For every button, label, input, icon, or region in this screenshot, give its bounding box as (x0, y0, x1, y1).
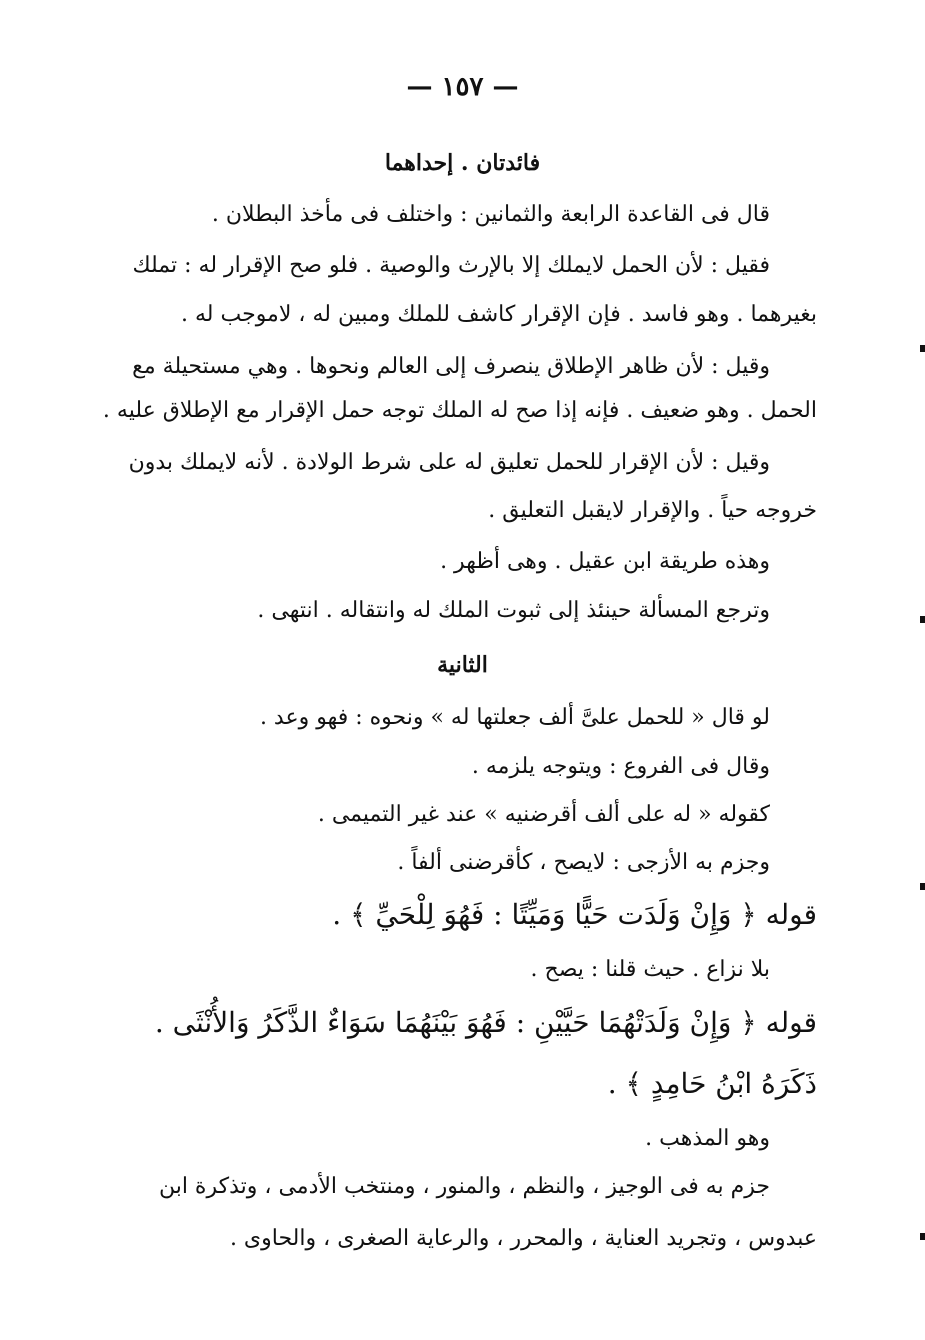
text-line: بلا نزاع . حيث قلنا : يصح . (530, 957, 770, 982)
page-number: — ١٥٧ — (406, 72, 519, 102)
text-line: قال فى القاعدة الرابعة والثمانين : واختلف فى مأخذ البطلان . (211, 202, 770, 227)
quoted-text-line: قوله ﴿ وَإِنْ وَلَدَتْهُمَا حَيَّيْنِ : فَهُوَ بَيْنَهُمَا سَوَاءٌ الذَّكَرُ وَالأُنْثَى . (154, 1006, 817, 1039)
text-line: بغيرهما . وهو فاسد . فإن الإقرار كاشف للملك ومبين له ، لاموجب له . (181, 302, 817, 327)
text-line: جزم به فى الوجيز ، والنظم ، والمنور ، ومنتخب الأدمى ، وتذكرة ابن (158, 1174, 770, 1199)
text-line: الحمل . وهو ضعيف . فإنه إذا صح له الملك توجه حمل الإقرار مع الإطلاق عليه . (102, 398, 817, 423)
text-line: كقوله « له على ألف أقرضنيه » عند غير التميمى . (317, 802, 770, 827)
scan-mark (920, 1233, 925, 1240)
section-heading-first: فائدتان . إحداهما (384, 150, 541, 176)
text-line: وقيل : لأن ظاهر الإطلاق ينصرف إلى العالم ونحوها . وهي مستحيلة مع (132, 354, 770, 379)
quoted-text-line: قوله ﴿ وَإِنْ وَلَدَت حَيًّا وَمَيِّتًا : فَهُوَ لِلْحَيِّ ﴾ . (332, 898, 817, 931)
scan-mark (920, 883, 925, 890)
text-line: لو قال « للحمل علىَّ ألف جعلتها له » ونحوه : فهو وعد . (259, 705, 770, 730)
text-line: فقيل : لأن الحمل لايملك إلا بالإرث والوصية . فلو صح الإقرار له : تملك (132, 253, 770, 278)
text-line: وهو المذهب . (645, 1126, 770, 1151)
scan-mark (920, 616, 925, 623)
text-line: وقيل : لأن الإقرار للحمل تعليق له على شرط الولادة . لأنه لايملك بدون (128, 450, 770, 475)
section-heading-second: الثانية (437, 652, 488, 678)
text-line: وقال فى الفروع : ويتوجه يلزمه . (471, 754, 770, 779)
scan-mark (920, 345, 925, 352)
text-line: خروجه حياً . والإقرار لايقبل التعليق . (488, 498, 817, 523)
text-line: وهذه طريقة ابن عقيل . وهى أظهر . (440, 549, 770, 574)
text-line: وترجع المسألة حينئذ إلى ثبوت الملك له وانتقاله . انتهى . (257, 598, 770, 623)
quoted-text-line: ذَكَرَهُ ابْنُ حَامِدٍ ﴾ . (607, 1067, 817, 1100)
text-line: وجزم به الأزجى : لايصح ، كأقرضنى ألفاً . (397, 850, 770, 875)
text-line: عبدوس ، وتجريد العناية ، والمحرر ، والرعاية الصغرى ، والحاوى . (229, 1226, 817, 1251)
